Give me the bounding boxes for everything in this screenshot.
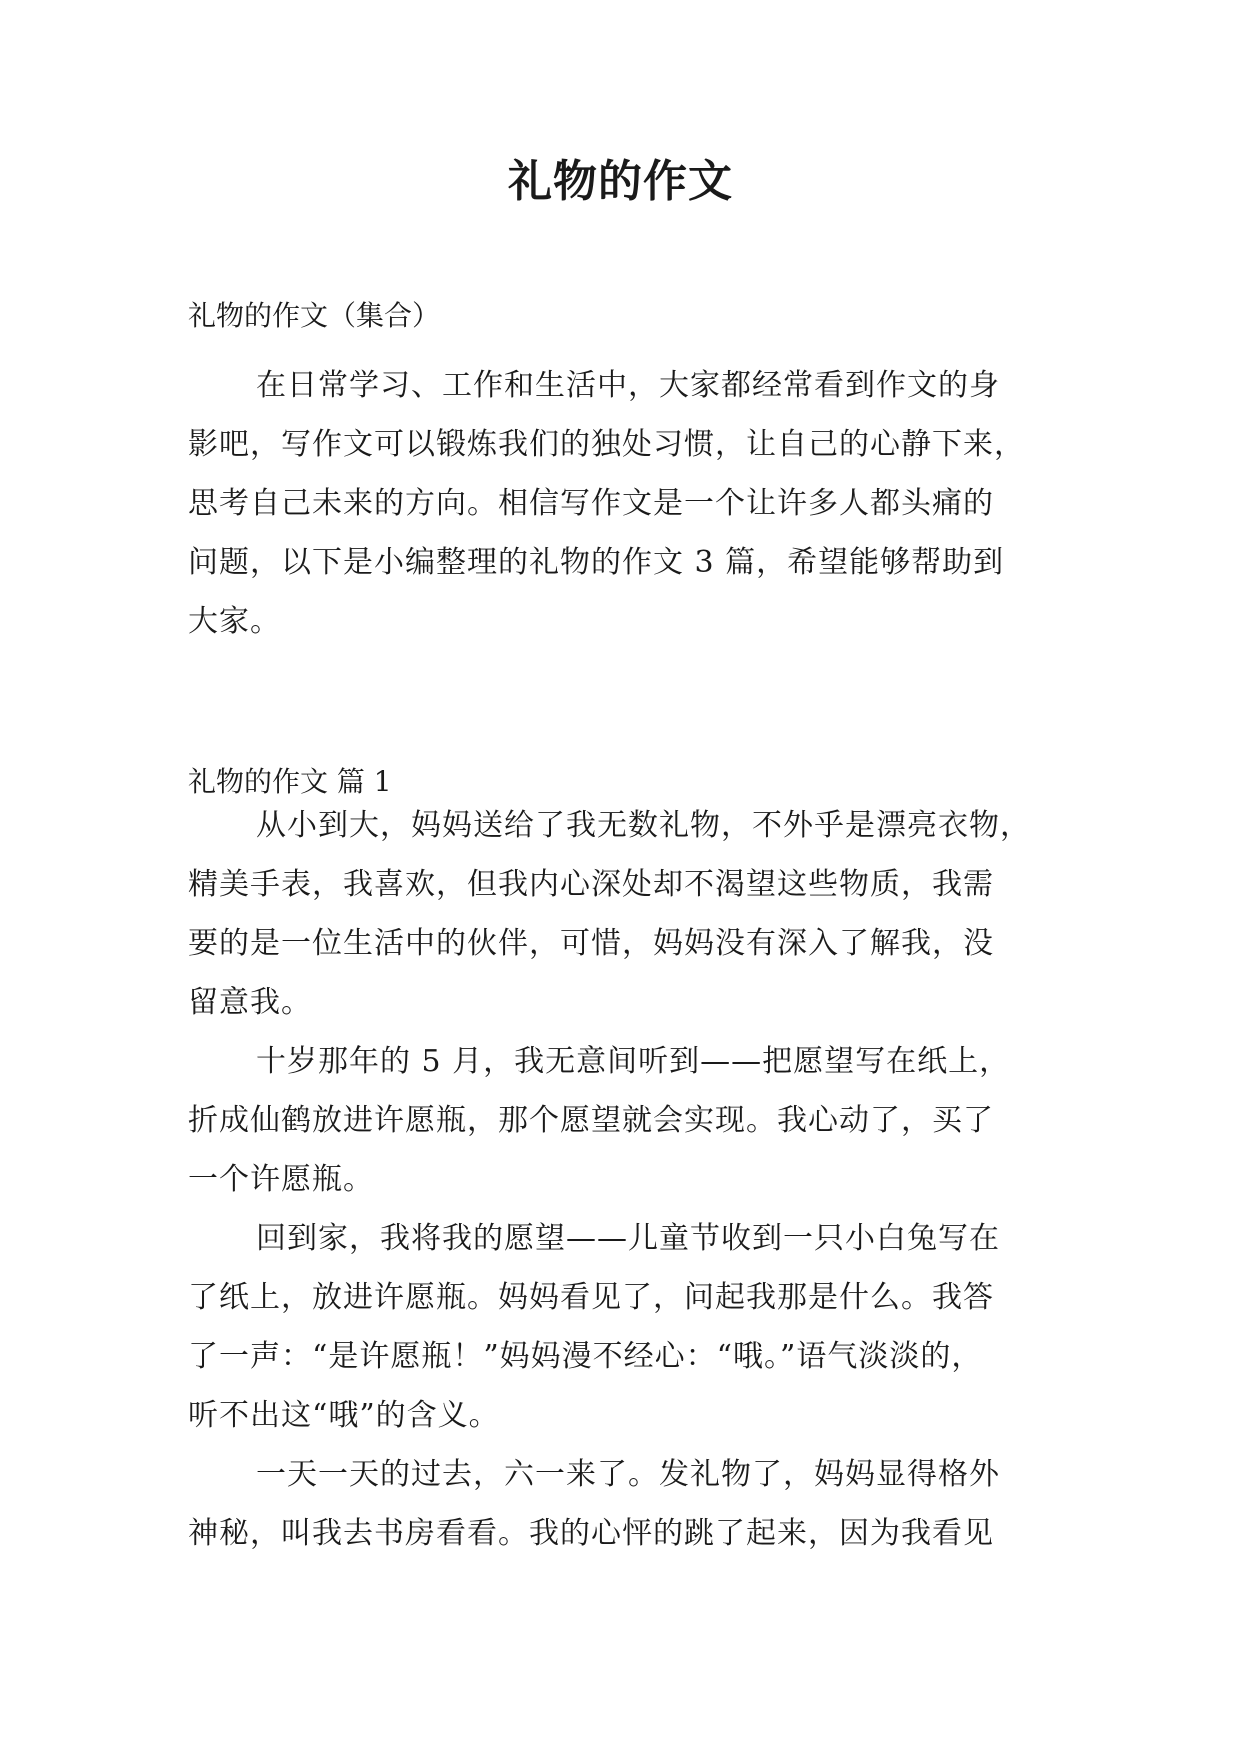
paragraph-line: 一个许愿瓶。 — [188, 1162, 374, 1197]
paragraph-line: 了纸上，放进许愿瓶。妈妈看见了，问起我那是什么。我答 — [188, 1280, 994, 1315]
section-heading: 礼物的作文 篇 1 — [188, 765, 392, 798]
document-title: 礼物的作文 — [508, 156, 733, 207]
body-paragraph — [188, 1032, 1068, 1209]
paragraph-line: 思考自己未来的方向。相信写作文是一个让许多人都头痛的 — [188, 486, 994, 521]
paragraph-line: 了一声：“是许愿瓶！”妈妈漫不经心：“哦。”语气淡淡的， — [188, 1339, 983, 1374]
paragraph-line: 大家。 — [188, 604, 281, 639]
paragraph-line: 影吧，写作文可以锻炼我们的独处习惯，让自己的心静下来， — [188, 427, 1025, 462]
paragraph-line: 听不出这“哦”的含义。 — [188, 1398, 500, 1433]
paragraph-line: 从小到大，妈妈送给了我无数礼物，不外乎是漂亮衣物， — [256, 808, 1031, 843]
paragraph-line: 留意我。 — [188, 985, 312, 1020]
intro-paragraph — [188, 356, 1068, 651]
body-paragraph — [188, 796, 1068, 1032]
paragraph-line: 神秘，叫我去书房看看。我的心怦的跳了起来，因为我看见 — [188, 1516, 994, 1551]
body-paragraph — [188, 1209, 1068, 1445]
document-subtitle: 礼物的作文（集合） — [188, 299, 441, 332]
paragraph-line: 问题，以下是小编整理的礼物的作文 3 篇，希望能够帮助到 — [188, 545, 1005, 580]
paragraph-line: 一天一天的过去，六一来了。发礼物了，妈妈显得格外 — [256, 1457, 1000, 1492]
paragraph-line: 十岁那年的 5 月，我无意间听到——把愿望写在纸上， — [256, 1044, 1011, 1079]
paragraph-line: 折成仙鹤放进许愿瓶，那个愿望就会实现。我心动了，买了 — [188, 1103, 994, 1138]
paragraph-line: 精美手表，我喜欢，但我内心深处却不渴望这些物质，我需 — [188, 867, 994, 902]
paragraph-line: 回到家，我将我的愿望——儿童节收到一只小白兔写在 — [256, 1221, 1000, 1256]
paragraph-line: 要的是一位生活中的伙伴，可惜，妈妈没有深入了解我，没 — [188, 926, 994, 961]
body-paragraph — [188, 1445, 1068, 1563]
paragraph-line: 在日常学习、工作和生活中，大家都经常看到作文的身 — [256, 368, 1000, 403]
